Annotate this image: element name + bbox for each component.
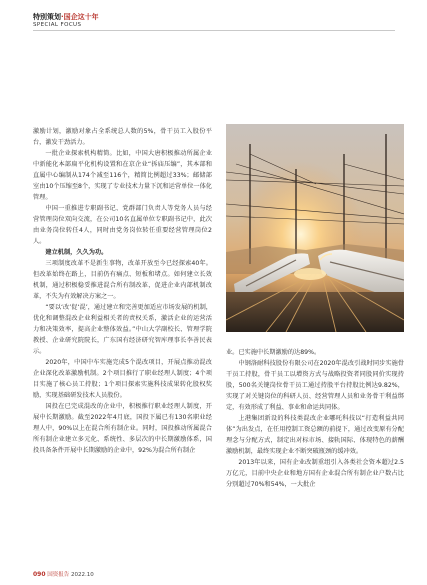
header-divider [33,30,395,31]
train-photo-image [226,124,404,332]
paragraph: 上港集团新设的科技类混改企业哪吒科技以“打造利益共同体”为出发点，在任用控制工资总额的前提下，通过改变原有分配理念与分配方式，制定出对标市场、接轨国际、体现特色的薪酬激励机制，最终实现企业不断突破瓶颈的缓冲效。 [226,415,404,455]
paragraph: 2013年以来，国有企业改制重组引入各类社会资本超过2.5万亿元，目前中央企业和地方国有企业混合所有制企业户数占比分别超过70%和54%，一大批企 [226,459,404,488]
page-footer [33,570,94,578]
page-number: 090 [33,571,46,578]
right-text-column [226,347,404,563]
issue-date: 2022.10 [71,572,94,578]
section-label: 特别策划 [33,13,61,21]
paragraph: 中钢洛耐科技股份有限公司在2020年混改引战时同步实施骨干员工持股，骨干员工以增资方式与战略投资者同股同价实现持股，500名关键岗位骨干员工通过持股平台持股比例达9.82%，实现了对关键岗位的科研人员、经营管理人员和业务骨干利益绑定，有效形成了利益、事业和命运共同体。 [226,360,404,411]
paragraph: 国投在已完成混改的企业中，积极推行职业经理人制度，开展中长期激励。截至2022年4月底，国投下属已有130名职业经理人中，90%以上在混合所有制企业。同时，国投推动所属混合所有制企业建立多元化、系统性、多层次的中长期激励体系，国投具备条件开展中长期激励的企业中，92%为混合所有制企 [33,403,212,454]
paragraph: 三项制度改革不是新生事物，改革开放至今已经探索40年。但改革始终在路上，目前仍有痛点、短板和堵点。如何建立长效机制，通过积极稳妥推进混合所有制改革，促进企业内部机制改革，不失为有效解决方案之一。 [33,260,212,300]
paragraph: 一批企业探索机构精简。比如，中国大唐积极推动所属企业中新能化本部扁平化机构设置和在京企业“拆庙压编”，其本部和直属中心编制从174个减至116个，精简比例超过33%；邮储部室由10个压缩至8个，实现了专业技术力量下沉和运营单位一体化管理。 [33,150,212,201]
header-separator: · [61,13,64,21]
section-header [33,12,99,22]
paragraph: 2020年，中国中车实施完成5个混改项目，开展点推动混改企业深化改革激励机制。2个项目推行了职业经理人制度；4个项目实施了核心员工持股；1个项目探索实施科技成果转化股权奖励，实现基础研发技术人员股份。 [33,359,212,399]
magazine-name: 国资报告 [47,572,70,578]
column-label: 国企这十年 [63,13,99,21]
paragraph: 业。已实施中长期激励的达89%。 [226,349,321,356]
train-photo [226,124,404,332]
paragraph: 中国一重推进专职副书记、党群部门负责人等党务人员与经营管理岗位双向交流，在公司10名直属单位专职副书记中，此次由业务岗位转任4人，同时由党务岗位转任重要经营管理岗位2人。 [33,205,212,245]
left-text-column [33,126,212,563]
paragraph: “要以‘改’促‘混’，通过建立和完善更加适应市场发展的机制，优化和调整混改企业利益相关者的责权关系，激活企业的运营活力和决策效率，提高企业整体效益。”中山大学副校长、管理学院教授、企业研究院院长，广东国有经济研究智库理事长李善民表示。 [33,304,212,355]
paragraph: 激励计划，激励对象占全系统总人数的5%，骨干员工入股份平台，激发干劲活力。 [33,128,212,146]
section-subtitle: SPECIAL FOCUS [33,22,82,28]
sub-heading: 建立机制，久久为功。 [45,249,108,256]
